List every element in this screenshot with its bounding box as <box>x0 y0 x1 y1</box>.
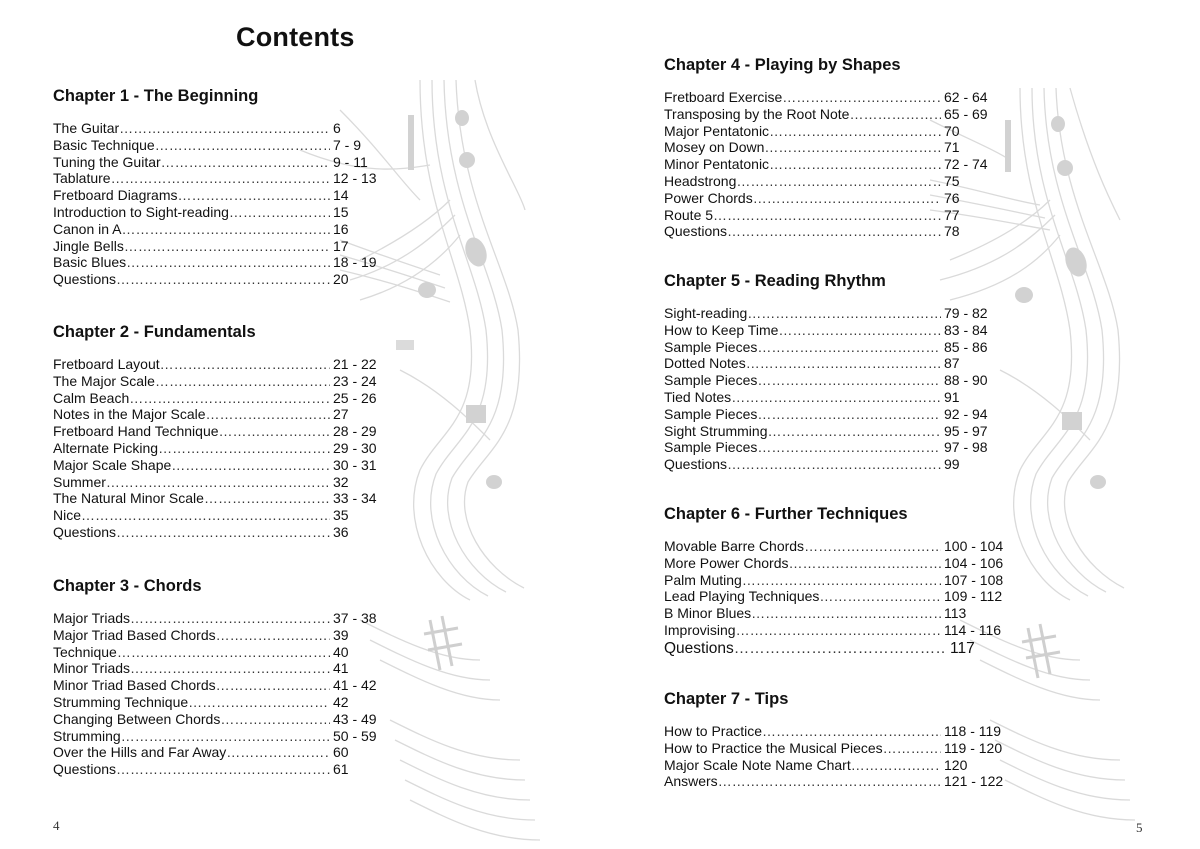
toc-entry-title: Introduction to Sight-reading <box>53 203 229 220</box>
toc-entry-pages: 40 <box>333 643 349 660</box>
toc-entry <box>664 339 1004 356</box>
toc-entry <box>664 439 1004 456</box>
toc-entry-pages: 43 - 49 <box>333 710 377 727</box>
toc-entry-title: Major Pentatonic <box>664 122 770 139</box>
dot-leader <box>769 156 941 173</box>
toc-entry-title: The Major Scale <box>53 372 155 389</box>
toc-entry-pages: 14 <box>333 187 349 204</box>
toc-entry-pages: 42 <box>333 693 349 710</box>
toc-entry <box>53 490 393 507</box>
chapter-3 <box>53 576 393 778</box>
dot-leader <box>111 170 330 187</box>
toc-entry-title: Power Chords <box>664 189 753 206</box>
dot-leader <box>206 406 330 423</box>
toc-entry <box>664 572 1004 589</box>
toc-entry-pages: 18 - 19 <box>333 254 377 271</box>
toc-entry-title: Lead Playing Techniques <box>664 588 820 605</box>
toc-entry <box>53 271 393 288</box>
toc-entry-title: Questions <box>53 761 117 778</box>
toc-entry-pages: 28 - 29 <box>333 423 377 440</box>
toc-entry-pages: 75 <box>944 172 960 189</box>
toc-entry-title: Notes in the Major Scale <box>53 406 206 423</box>
toc-entry-title: Major Scale Note Name Chart <box>664 756 851 773</box>
toc-entry-pages: 6 <box>333 120 341 136</box>
toc-entry-pages: 25 - 26 <box>333 389 377 406</box>
dot-leader <box>204 490 330 507</box>
toc-entry <box>664 372 1004 389</box>
toc-entry-title: Movable Barre Chords <box>664 538 805 554</box>
dot-leader <box>718 773 941 790</box>
dot-leader <box>121 728 330 745</box>
toc-entry-pages: 9 - 11 <box>333 153 368 170</box>
toc-entry-pages: 23 - 24 <box>333 372 377 389</box>
toc-entry-pages: 33 - 34 <box>333 490 377 507</box>
toc-entry-title: Palm Muting <box>664 571 742 588</box>
toc-entry-title: Route 5 <box>664 206 714 223</box>
dot-leader <box>117 644 330 661</box>
dot-leader <box>188 694 330 711</box>
toc-entry <box>664 622 1004 639</box>
toc-entry-pages: 39 <box>333 626 349 643</box>
dot-leader <box>119 120 330 137</box>
dot-leader <box>727 456 941 473</box>
toc-entry <box>53 406 393 423</box>
dot-leader <box>746 355 941 372</box>
toc-entry <box>53 457 393 474</box>
chapter-heading: Chapter 2 - Fundamentals <box>53 323 256 341</box>
dot-leader <box>713 207 941 224</box>
chapter-entries <box>664 89 1004 240</box>
chapter-heading: Chapter 3 - Chords <box>53 577 202 595</box>
toc-entry <box>664 123 1004 140</box>
toc-entry-pages: 100 - 104 <box>944 538 1004 554</box>
toc-entry-pages: 20 <box>333 271 349 288</box>
page-title: Contents <box>236 22 355 52</box>
dot-leader <box>178 187 331 204</box>
toc-entry-title: Tied Notes <box>664 388 732 405</box>
toc-entry-title: Jingle Bells <box>53 237 124 254</box>
dot-leader <box>757 372 941 389</box>
toc-entry-title: Sight Strumming <box>664 422 768 439</box>
toc-entry-pages: 120 <box>944 756 968 773</box>
chapter-heading: Chapter 6 - Further Techniques <box>664 505 908 523</box>
toc-entry-pages: 50 - 59 <box>333 727 377 744</box>
toc-entry-pages: 17 <box>333 237 349 254</box>
toc-entry-pages: 21 - 22 <box>333 356 377 372</box>
dot-leader <box>782 89 941 106</box>
toc-entry <box>53 524 393 541</box>
toc-entry-title: The Natural Minor Scale <box>53 490 204 507</box>
toc-entry <box>53 204 393 221</box>
toc-entry-title: Minor Pentatonic <box>664 156 770 173</box>
dot-leader <box>764 139 941 156</box>
toc-entry <box>53 728 393 745</box>
toc-entry <box>664 740 1004 757</box>
chapter-heading: Chapter 7 - Tips <box>664 690 789 708</box>
toc-entry-pages: 113 <box>944 605 967 622</box>
toc-entry <box>664 139 1004 156</box>
toc-entry <box>53 221 393 238</box>
toc-entry <box>664 305 1004 322</box>
toc-entry <box>664 639 1004 658</box>
toc-entry-pages: 88 - 90 <box>944 372 988 389</box>
chapter-heading: Chapter 1 - The Beginning <box>53 87 259 105</box>
toc-entry-title: Calm Beach <box>53 389 130 406</box>
toc-entry <box>53 644 393 661</box>
toc-entry-title: Fretboard Hand Technique <box>53 423 219 440</box>
dot-leader <box>731 389 941 406</box>
toc-entry <box>53 373 393 390</box>
toc-entry-pages: 41 - 42 <box>333 677 377 694</box>
toc-entry-pages: 117 <box>950 639 975 657</box>
toc-entry-title: Sample Pieces <box>664 439 758 456</box>
toc-entry-title: Canon in A <box>53 220 122 237</box>
toc-entry-pages: 70 <box>944 122 960 139</box>
dot-leader <box>757 406 941 423</box>
toc-entry-title: Answers <box>664 773 718 790</box>
toc-entry-title: Questions <box>664 639 734 657</box>
dot-leader <box>116 524 330 541</box>
toc-entry <box>53 711 393 728</box>
chapter-entries <box>53 356 393 541</box>
toc-entry-title: How to Practice the Musical Pieces <box>664 739 883 756</box>
toc-entry <box>664 406 1004 423</box>
dot-leader <box>751 605 941 622</box>
dot-leader <box>804 538 941 555</box>
toc-entry <box>664 423 1004 440</box>
dot-leader <box>789 555 942 572</box>
toc-entry <box>664 173 1004 190</box>
toc-entry-title: Questions <box>53 523 117 540</box>
dot-leader <box>171 457 330 474</box>
toc-entry-title: The Guitar <box>53 120 120 136</box>
toc-entry-pages: 79 - 82 <box>944 305 988 321</box>
toc-entry-pages: 7 - 9 <box>333 136 362 153</box>
dot-leader <box>757 439 941 456</box>
toc-entry-pages: 91 <box>944 388 960 405</box>
toc-entry-title: Questions <box>664 456 728 473</box>
dot-leader <box>226 744 330 761</box>
dot-leader <box>734 639 947 658</box>
toc-entry <box>664 538 1004 555</box>
toc-entry <box>664 723 1004 740</box>
dot-leader <box>161 154 330 171</box>
chapter-heading: Chapter 4 - Playing by Shapes <box>664 56 901 74</box>
toc-entry-pages: 41 <box>333 660 349 677</box>
dot-leader <box>753 190 941 207</box>
toc-entry <box>53 694 393 711</box>
dot-leader <box>767 423 941 440</box>
dot-leader <box>216 677 330 694</box>
chapter-entries <box>664 538 1004 658</box>
toc-entry-pages: 32 <box>333 473 349 490</box>
toc-entry <box>53 170 393 187</box>
toc-entry <box>664 588 1004 605</box>
chapter-6 <box>664 504 1004 658</box>
toc-entry-pages: 35 <box>333 507 349 524</box>
toc-entry-title: Sight-reading <box>664 305 748 321</box>
toc-entry-title: Technique <box>53 643 117 660</box>
toc-entry-title: More Power Chords <box>664 554 789 571</box>
dot-leader <box>81 507 330 524</box>
toc-entry <box>664 207 1004 224</box>
toc-entry-pages: 121 - 122 <box>944 773 1004 790</box>
page-number: 5 <box>1136 820 1143 835</box>
toc-entry-pages: 16 <box>333 220 349 237</box>
dot-leader <box>819 588 941 605</box>
toc-entry <box>53 254 393 271</box>
toc-entry-pages: 61 <box>333 761 349 778</box>
dot-leader <box>126 254 330 271</box>
page-number: 4 <box>53 818 60 833</box>
dot-leader <box>778 322 941 339</box>
dot-leader <box>130 610 330 627</box>
toc-entry <box>53 761 393 778</box>
right-page <box>600 0 1200 849</box>
toc-entry-pages: 77 <box>944 206 960 223</box>
toc-entry-title: Fretboard Layout <box>53 356 160 372</box>
toc-entry <box>53 627 393 644</box>
dot-leader <box>106 474 330 491</box>
toc-entry-title: Sample Pieces <box>664 405 758 422</box>
toc-entry-pages: 119 - 120 <box>944 739 1003 756</box>
toc-entry-pages: 12 - 13 <box>333 170 377 187</box>
toc-entry-pages: 85 - 86 <box>944 338 988 355</box>
toc-entry <box>664 389 1004 406</box>
toc-entry <box>53 610 393 627</box>
dot-leader <box>742 572 941 589</box>
dot-leader <box>883 740 941 757</box>
dot-leader <box>219 423 330 440</box>
toc-entry-pages: 92 - 94 <box>944 405 988 422</box>
toc-entry-title: Questions <box>53 271 117 288</box>
chapter-entries <box>53 610 393 778</box>
chapter-entries <box>664 305 1004 473</box>
toc-entry-pages: 87 <box>944 355 960 372</box>
toc-entry-title: Dotted Notes <box>664 355 746 372</box>
toc-entry-title: Major Scale Shape <box>53 456 172 473</box>
chapter-2 <box>53 322 393 541</box>
toc-entry-title: How to Practice <box>664 723 763 739</box>
toc-entry <box>53 120 393 137</box>
toc-entry <box>664 190 1004 207</box>
toc-entry <box>53 677 393 694</box>
toc-entry-pages: 76 <box>944 189 960 206</box>
toc-entry-title: Fretboard Exercise <box>664 89 783 105</box>
dot-leader <box>158 440 330 457</box>
chapter-7 <box>664 689 1004 790</box>
chapter-4 <box>664 55 1004 240</box>
toc-entry-pages: 95 - 97 <box>944 422 988 439</box>
chapter-1 <box>53 86 393 288</box>
toc-entry-title: Tablature <box>53 170 111 187</box>
toc-entry-pages: 99 <box>944 456 960 473</box>
toc-entry-pages: 65 - 69 <box>944 105 988 122</box>
toc-entry-title: Headstrong <box>664 172 737 189</box>
toc-entry <box>664 355 1004 372</box>
toc-entry-title: Fretboard Diagrams <box>53 187 178 204</box>
toc-entry <box>664 555 1004 572</box>
toc-entry-title: Transposing by the Root Note <box>664 105 850 122</box>
toc-entry <box>664 156 1004 173</box>
toc-entry-title: Sample Pieces <box>664 338 758 355</box>
toc-entry-title: Changing Between Chords <box>53 710 221 727</box>
chapter-5 <box>664 271 1004 473</box>
toc-entry <box>664 456 1004 473</box>
dot-leader <box>851 757 941 774</box>
dot-leader <box>762 723 941 740</box>
toc-entry <box>664 773 1004 790</box>
dot-leader <box>129 390 330 407</box>
toc-entry-pages: 36 <box>333 523 349 540</box>
toc-entry-pages: 71 <box>944 139 960 156</box>
dot-leader <box>116 271 330 288</box>
toc-entry-title: B Minor Blues <box>664 605 752 622</box>
toc-entry-pages: 107 - 108 <box>944 571 1004 588</box>
dot-leader <box>757 339 941 356</box>
toc-entry <box>664 605 1004 622</box>
toc-entry-pages: 97 - 98 <box>944 439 988 456</box>
dot-leader <box>736 173 941 190</box>
toc-entry <box>53 744 393 761</box>
toc-entry <box>664 322 1004 339</box>
toc-entry <box>53 187 393 204</box>
dot-leader <box>736 622 941 639</box>
toc-entry-pages: 30 - 31 <box>333 456 377 473</box>
toc-entry-pages: 78 <box>944 223 960 240</box>
chapter-heading: Chapter 5 - Reading Rhythm <box>664 272 886 290</box>
dot-leader <box>155 373 330 390</box>
toc-entry <box>53 440 393 457</box>
toc-entry-title: Minor Triad Based Chords <box>53 677 216 694</box>
dot-leader <box>727 223 941 240</box>
dot-leader <box>116 761 330 778</box>
toc-entry-pages: 15 <box>333 203 349 220</box>
dot-leader <box>747 305 941 322</box>
toc-entry-title: Improvising <box>664 621 736 638</box>
dot-leader <box>220 711 330 728</box>
toc-entry-pages: 83 - 84 <box>944 321 988 338</box>
dot-leader <box>849 106 941 123</box>
toc-entry <box>664 89 1004 106</box>
toc-entry-title: How to Keep Time <box>664 321 779 338</box>
toc-entry-title: Summer <box>53 473 106 490</box>
toc-entry-title: Over the Hills and Far Away <box>53 744 227 761</box>
toc-entry-pages: 27 <box>333 406 349 423</box>
toc-entry <box>53 423 393 440</box>
toc-entry-pages: 29 - 30 <box>333 439 377 456</box>
toc-entry <box>53 390 393 407</box>
toc-entry <box>664 106 1004 123</box>
toc-entry-pages: 118 - 119 <box>944 723 1002 739</box>
toc-entry <box>53 154 393 171</box>
chapter-entries <box>53 120 393 288</box>
toc-entry <box>664 757 1004 774</box>
toc-entry-title: Strumming Technique <box>53 693 189 710</box>
toc-entry-title: Nice <box>53 507 82 524</box>
toc-entry-title: Mosey on Down <box>664 139 765 156</box>
chapter-entries <box>664 723 1004 790</box>
dot-leader <box>130 660 330 677</box>
toc-entry <box>664 223 1004 240</box>
dot-leader <box>229 204 330 221</box>
toc-entry-title: Strumming <box>53 727 121 744</box>
toc-entry-title: Alternate Picking <box>53 439 159 456</box>
toc-entry-title: Sample Pieces <box>664 372 758 389</box>
toc-entry <box>53 660 393 677</box>
toc-entry-pages: 109 - 112 <box>944 588 1003 605</box>
toc-entry-title: Basic Blues <box>53 254 127 271</box>
toc-entry-pages: 37 - 38 <box>333 610 377 626</box>
toc-entry <box>53 507 393 524</box>
toc-entry-pages: 114 - 116 <box>944 621 1002 638</box>
toc-entry-title: Major Triads <box>53 610 131 626</box>
toc-entry-title: Minor Triads <box>53 660 131 677</box>
toc-entry <box>53 238 393 255</box>
toc-entry-pages: 72 - 74 <box>944 156 988 173</box>
toc-entry-pages: 62 - 64 <box>944 89 988 105</box>
dot-leader <box>155 137 330 154</box>
dot-leader <box>122 221 331 238</box>
toc-entry-title: Questions <box>664 223 728 240</box>
toc-entry <box>53 137 393 154</box>
toc-entry <box>53 356 393 373</box>
dot-leader <box>160 356 330 373</box>
dot-leader <box>769 123 941 140</box>
dot-leader <box>216 627 330 644</box>
dot-leader <box>124 238 330 255</box>
toc-entry-title: Major Triad Based Chords <box>53 626 216 643</box>
toc-entry-pages: 104 - 106 <box>944 554 1004 571</box>
toc-entry <box>53 474 393 491</box>
toc-entry-title: Basic Technique <box>53 136 155 153</box>
toc-entry-pages: 60 <box>333 744 349 761</box>
toc-entry-title: Tuning the Guitar <box>53 153 161 170</box>
